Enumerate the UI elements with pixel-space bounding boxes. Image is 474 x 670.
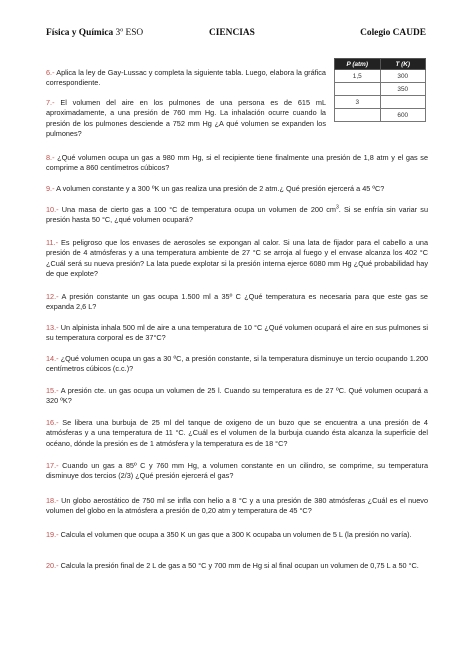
question-16: 16.- Se libera una burbuja de 25 ml del tanque de oxigeno de un buzo que se encuentra a una presión de 4 atmósferas y a una temperatura de 11 °C. ¿Cuál es el volumen de la burbuja cuando ésta alcanza la superficie del océano, dónde la presión es de 1 atmósfera y la temperatura es de 18 °C? — [46, 418, 428, 448]
question-14: 14.- ¿Qué volumen ocupa un gas a 30 ºC, a presión constante, si la temperatura disminuye un tercio ocupando 1.200 centímetros cúbicos (c.c.)? — [46, 354, 428, 374]
table-cell-temperature: 600 — [380, 109, 426, 122]
question-12: 12.- A presión constante un gas ocupa 1.500 ml a 35º C ¿Qué temperatura es necesaria para que este gas se expanda 2,6 L? — [46, 292, 428, 312]
table-cell-pressure: 3 — [335, 96, 381, 109]
table-cell-pressure: 1,5 — [335, 70, 381, 83]
question-7: 7.- El volumen del aire en los pulmones de una persona es de 615 mL aproximadamente, a una presión de 760 mm Hg. La inhalación ocurre cuando la presión de los pulmones desciende a 752 mm Hg ¿A qué volumen se expanden los pulmones? — [46, 98, 326, 139]
question-20: 20.- Calcula la presión final de 2 L de gas a 50 °C y 700 mm de Hg si al final ocupan un volumen de 0,75 L a 50 °C. — [46, 561, 419, 570]
table-row — [335, 96, 426, 109]
table-cell-pressure — [335, 83, 381, 96]
question-15: 15.- A presión cte. un gas ocupa un volumen de 25 l. Cuando su temperatura es de 27 ºC. Qué volumen ocupará a 320 ºK? — [46, 386, 428, 406]
header-school: Colegio CAUDE — [360, 28, 426, 38]
table-cell-temperature — [380, 96, 426, 109]
header-section: CIENCIAS — [209, 28, 255, 38]
question-11: 11.- Es peligroso que los envases de aerosoles se expongan al calor. Si una lata de fijador para el cabello a una presión de 4 atmósferas y a una temperatura ambiente de 27 °C se arroja al fuego y el envase alcanza los 402 °C ¿Cuál será su nueva presión? La lata puede explotar si la presión interna ejerce 6080 mm Hg ¿Qué probabilidad hay de que explote? — [46, 238, 428, 279]
table-row — [335, 83, 426, 96]
gay-lussac-table — [334, 58, 426, 122]
question-17: 17.- Cuando un gas a 85º C y 760 mm Hg, a volumen constante en un cilindro, se comprime, su temperatura disminuye dos tercios (2/3) ¿Qué presión ejercerá el gas? — [46, 461, 428, 481]
table-cell-temperature: 350 — [380, 83, 426, 96]
table-row — [335, 109, 426, 122]
question-8: 8.- ¿Qué volumen ocupa un gas a 980 mm Hg, si el recipiente tiene finalmente una presión de 1,8 atm y el gas se comprime a 860 centímetros cúbicos? — [46, 153, 428, 173]
table-cell-temperature: 300 — [380, 70, 426, 83]
question-9: 9.- A volumen constante y a 300 ºK un gas realiza una presión de 2 atm.¿ Qué presión ejercerá a 45 ºC? — [46, 184, 385, 193]
table-row — [335, 70, 426, 83]
question-13: 13.- Un alpinista inhala 500 ml de aire a una temperatura de 10 °C ¿Qué volumen ocupará el aire en sus pulmones si su temperatura corporal es de 37°C? — [46, 323, 428, 343]
header-subject: Física y Química 3º ESO — [46, 28, 144, 38]
table-cell-pressure — [335, 109, 381, 122]
question-6: 6.- Aplica la ley de Gay-Lussac y completa la siguiente tabla. Luego, elabora la gráfica correspondiente. — [46, 68, 326, 88]
table-header-pressure: P (atm) — [335, 59, 381, 70]
table-header-temperature: T (K) — [380, 59, 426, 70]
question-19: 19.- Calcula el volumen que ocupa a 350 K un gas que a 300 K ocupaba un volumen de 5 L (la presión no varía). — [46, 530, 412, 539]
table-header-row — [335, 59, 426, 70]
question-10: 10.- Una masa de cierto gas a 100 °C de temperatura ocupa un volumen de 200 $cm^3$. Si se enfría sin variar su presión hasta 50 °C, ¿qué volumen ocupará? — [46, 204, 428, 225]
page-header — [46, 28, 426, 42]
question-18: 18.- Un globo aerostático de 750 ml se infla con helio a 8 °C y a una presión de 380 atmósferas ¿Cuál es el nuevo volumen del globo en la atmósfera a presión de 0,20 atm y temperatura de 45 °C? — [46, 496, 428, 516]
